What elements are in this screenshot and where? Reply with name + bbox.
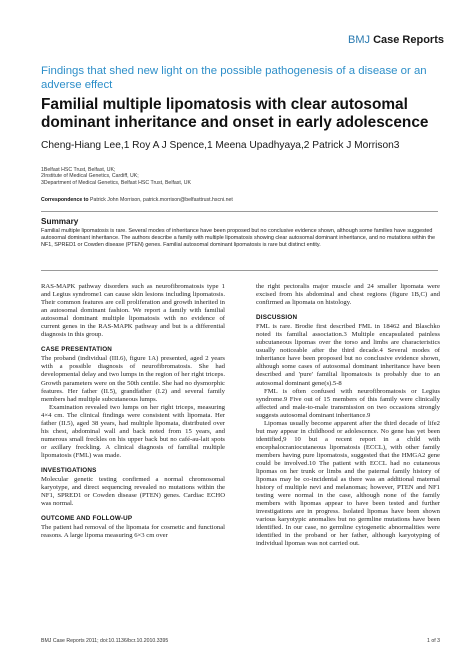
correspondence-text: Patrick John Morrison, patrick.morrison@belfasttrust.hscni.net (90, 197, 233, 203)
discussion-paragraph-3: Lipomas usually become apparent after the third decade of life2 but may appear in childhood or adolescence. No gene has yet been identified,9 10 but a recent report in a child with encephalocraniocutaneous lipomatosis (ECCL), with other family members having pure lipomatosis, suggested that the HMGA2 gene could be involved.10 The patient with ECCL had no cutaneous lipomas on her trunk or limbs and the paternal family history of lipomas may be co-incidental as there was an additional maternal history of multiple nevi and melanomas; however, PTEN and NF1 testing were normal in the case, although none of the family members with lipomas appear to have been tested and further investigations are in progress. Isolated lipomas have been shown various karyotypic anomalies but no germline mutations have been identified. In our case, no germline cytogenetic abnormalities were identified in the proband or her father, although karyotyping of individual lipomas was not carried out. (256, 419, 440, 548)
intro-paragraph: RAS-MAPK pathway disorders such as neurofibromatosis type 1 and Legius syndrome1 can cause skin lesions including lipomatosis. Their common features are cell proliferation and growth inherited in an autosomal dominant fashion. We report a family with familial autosomal dominant multiple lipomatosis with no evidence of current genes in the RAS-MAPK pathway and but is a differential diagnosis in this group. (41, 283, 225, 339)
case-paragraph-2: Examination revealed two lumps on her right triceps, measuring 4×4 cm. The clinical findings were consistent with lipomata. Her father (II.5), aged 38 years, had multiple lipomata, distributed over his chest, abdominal wall and back noted from 15 years, and numerous small freckles on his upper back but no café-au-lait spots or axillary freckling. A clinical diagnosis of familial multiple lipomatosis (FML) was made. (41, 403, 225, 459)
article-category: Findings that shed new light on the possible pathogenesis of a disease or an adverse effect (41, 65, 427, 91)
left-column (41, 283, 225, 540)
affiliation-3: 3Department of Medical Genetics, Belfast HSC Trust, Belfast, UK (41, 179, 191, 186)
outcome-paragraph: The patient had removal of the lipomata for cosmetic and functional reasons. A large lipoma measuring 6×3 cm over (41, 524, 225, 540)
footer-citation: BMJ Case Reports 2011; doi:10.1136/bcr.10.2010.3395 (41, 638, 169, 644)
article-title: Familial multiple lipomatosis with clear autosomal dominant inheritance and onset in early adolescence (41, 96, 429, 131)
affiliation-1: 1Belfast HSC Trust, Belfast, UK; (41, 167, 116, 173)
discussion-heading: DISCUSSION (256, 314, 298, 322)
journal-brand (348, 34, 444, 46)
outcome-continued: the right pectoralis major muscle and 24 smaller lipomata were excised from his abdominal and chest regions (figure 1B,C) and confirmed as lipomata on histology. (256, 283, 440, 307)
summary-heading: Summary (41, 217, 79, 226)
case-presentation-heading: CASE PRESENTATION (41, 346, 113, 354)
affiliation-2: 2Institute of Medical Genetics, Cardiff, UK; (41, 173, 139, 180)
investigations-paragraph: Molecular genetic testing confirmed a normal chromosomal karyotype, and direct sequencing revealed no mutations within the NF1, SPRED1 or Cowden disease (PTEN) genes. Cardiac ECHO was normal. (41, 476, 225, 508)
summary-text: Familial multiple lipomatosis is rare. Several modes of inheritance have been proposed but no conclusive evidence shown, although some families have suggested autosomal dominant inheritance. The authors describe a family with multiple lipomatosis showing clear autosomal dominant inheritance, and no mutations within the NF1, SPRED1 or Cowden disease (PTEN) genes. Familial autosomal dominant lipomatosis is rare but distinct entity. (41, 228, 436, 248)
case-paragraph-1: The proband (individual (III.6), figure 1A) presented, aged 2 years with a possible diagnosis of neurofibromatosis. She had developmental delay and two lumps in the region of her right triceps. Growth parameters were on the 50th centile. She had no dysmorphic features. Her father (II.5), grandfather (I.2) and several family members had multiple subcutaneous lumps. (41, 355, 225, 403)
discussion-paragraph-1: FML is rare. Brodie first described FML in 18462 and Blaschko noted its familial association.3 Multiple encapsulated painless subcutaneous lipomas over the torso and limbs are characteristics usually noticeable after the third decade.4 Several modes of inheritance have been proposed but no conclusive evidence shown, although some cases of autosomal dominant inheritance have been described and 'pure' familial lipomatosis is probably due to an autosomal dominant gene(s).5-8 (256, 323, 440, 387)
author-list: Cheng-Hiang Lee,1 Roy A J Spence,1 Meena Upadhyaya,2 Patrick J Morrison3 (41, 140, 400, 151)
brand-bmj: BMJ (348, 34, 371, 46)
divider (41, 270, 438, 271)
discussion-paragraph-2: FML is often confused with neurofibromatosis or Legius syndrome.9 Five out of 15 members of this family were clinically affected and male-to-male transmission on two occasions strongly suggests autosomal dominant inheritance.9 (256, 387, 440, 419)
brand-case-reports: Case Reports (373, 34, 444, 46)
investigations-heading: INVESTIGATIONS (41, 466, 97, 474)
correspondence-label: Correspondence to (41, 197, 89, 203)
affiliations (41, 167, 461, 186)
right-column (256, 283, 440, 549)
outcome-heading: OUTCOME AND FOLLOW-UP (41, 515, 133, 523)
page-number: 1 of 3 (427, 638, 440, 644)
divider (41, 211, 438, 212)
correspondence (41, 197, 461, 203)
